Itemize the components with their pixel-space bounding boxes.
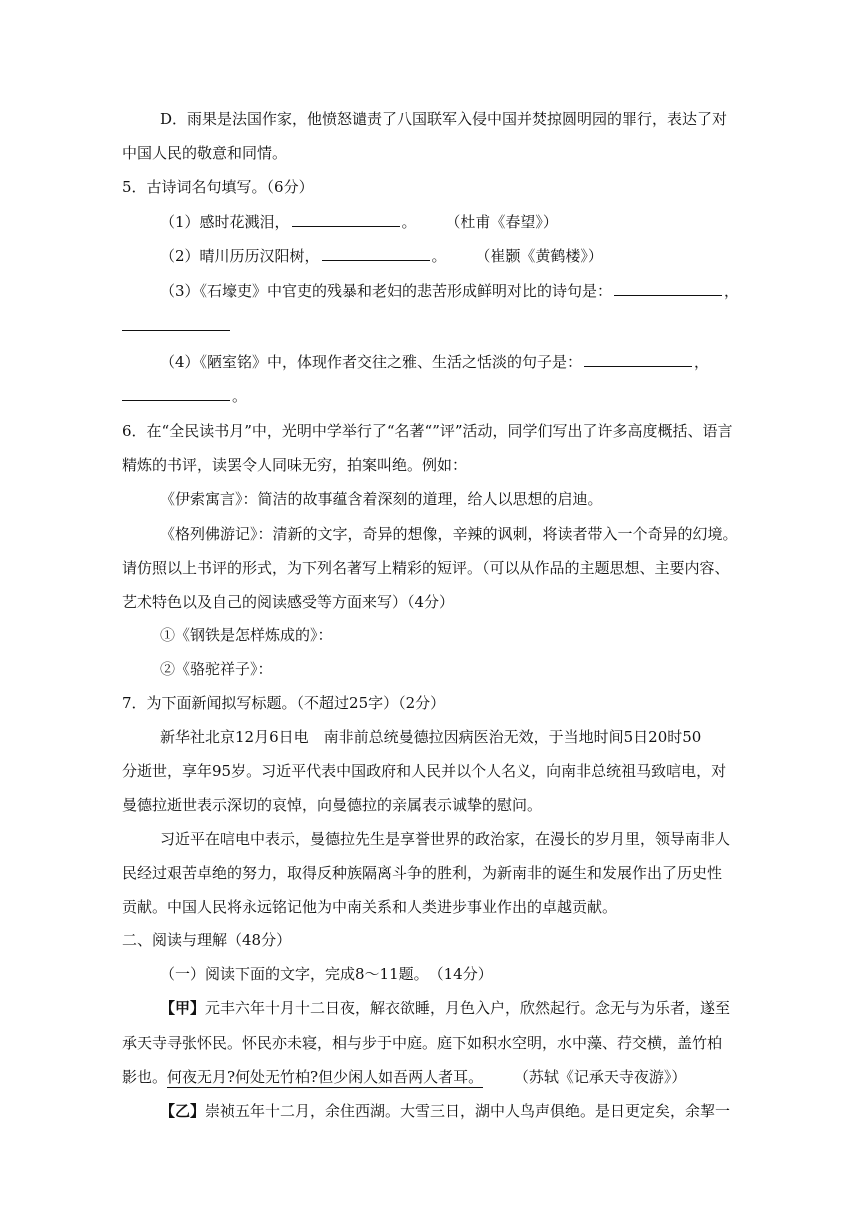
question-5-1-text: （1）感时花溅泪， (160, 213, 290, 231)
question-5-1-punct: 。 (401, 213, 417, 231)
question-6-example-1: 《伊索寓言》：简洁的故事蕴含着深刻的道理，给人以思想的启迪。 (160, 490, 603, 508)
question-6-line-6: 艺术特色以及自己的阅读感受等方面来写）（4分） (122, 593, 455, 611)
passage-jia-text-3: 影也。 (122, 1068, 168, 1086)
passage-jia-line-1 (160, 991, 730, 1025)
passage-jia-source: （苏轼《记承天寺夜游》） (513, 1068, 687, 1086)
question-5-2-source: （崔颢《黄鹤楼》） (475, 247, 603, 265)
news-p1-line-2: 分逝世，享年95岁。习近平代表中国政府和人民并以个人名义，向南非总统祖马致唁电，对 (122, 762, 727, 780)
question-5-3 (160, 274, 739, 308)
underlined-sentence: 何夜无月?何处无竹柏?但少闲人如吾两人者耳。 (167, 1068, 484, 1086)
question-5-4-text: （4）《陋室铭》中，体现作者交往之雅、生活之恬淡的句子是： (160, 353, 583, 371)
question-5-4-continuation (122, 379, 247, 413)
question-6-line-5: 请仿照以上书评的形式，为下列名著写上精彩的短评。（可以从作品的主题思想、主要内容、 (122, 559, 730, 577)
news-p2-line-1: 习近平在唁电中表示，曼德拉先生是享誉世界的政治家，在漫长的岁月里，领导南非人 (160, 830, 731, 848)
news-p1-line-3: 曼德拉逝世表示深切的哀悼，向曼德拉的亲属表示诚挚的慰问。 (122, 796, 543, 814)
question-7-title: 7．为下面新闻拟写标题。（不超过25字）（2分） (122, 694, 446, 712)
passage-jia-line-3 (122, 1060, 686, 1094)
option-d-line-2: 中国人民的敬意和同情。 (122, 144, 288, 162)
question-5-1 (160, 205, 558, 239)
passage-yi-line-1 (160, 1094, 730, 1128)
passage-jia-tag: 【甲】 (160, 999, 206, 1017)
news-p2-line-2: 民经过艰苦卓绝的努力，取得反种族隔离斗争的胜利，为新南非的诞生和发展作出了历史性 (122, 864, 723, 882)
section-2-subtitle: （一）阅读下面的文字，完成8～11题。 （14分） (160, 965, 493, 983)
answer-blank[interactable] (322, 246, 430, 261)
answer-blank[interactable] (122, 316, 230, 331)
passage-jia-line-2: 承天寺寻张怀民。怀民亦未寝，相与步于中庭。庭下如积水空明，水中藻、荇交横，盖竹柏 (122, 1034, 723, 1052)
answer-blank[interactable] (584, 352, 692, 367)
section-2-title: 二、阅读与理解（48分） (122, 931, 292, 949)
answer-blank[interactable] (292, 212, 400, 227)
news-p1-line-1: 新华社北京12月6日电 南非前总统曼德拉因病医治无效，于当地时间5日20时50 (160, 728, 702, 746)
answer-blank[interactable] (122, 386, 230, 401)
question-6-line-2: 精炼的书评，读罢令人同味无穷，拍案叫绝。例如： (122, 456, 468, 474)
question-5-2-punct: 。 (431, 247, 447, 265)
option-d-line-1: D．雨果是法国作家，他愤怒谴责了八国联军入侵中国并焚掠圆明园的罪行，表达了对 (160, 110, 728, 128)
question-6-line-1: 6．在“全民读书月”中，光明中学举行了“名著“”评”活动，同学们写出了许多高度概括、语言 (122, 422, 733, 440)
question-6-example-2: 《格列佛游记》：清新的文字，奇异的想像，辛辣的讽刺，将读者带入一个奇异的幻境。 (160, 525, 738, 543)
passage-yi-tag: 【乙】 (160, 1102, 206, 1120)
answer-blank[interactable] (614, 281, 722, 296)
question-5-3-continuation (122, 309, 232, 343)
passage-yi-text-1: 崇祯五年十二月，余住西湖。大雪三日，湖中人鸟声俱绝。是日更定矣，余挈一 (205, 1102, 731, 1120)
question-6-item-b: ②《骆驼祥子》： (160, 660, 273, 678)
passage-jia-text-1: 元丰六年十月十二日夜，解衣欲睡，月色入户，欣然起行。念无与为乐者，遂至 (205, 999, 731, 1017)
question-5-3-punct: ， (724, 282, 740, 300)
question-5-4 (160, 345, 709, 379)
question-6-item-a: ①《钢铁是怎样炼成的》： (160, 626, 333, 644)
question-5-3-text: （3）《石壕吏》中官吏的残暴和老妇的悲苦形成鲜明对比的诗句是： (160, 282, 613, 300)
news-p2-line-3: 贡献。中国人民将永远铭记他为中南关系和人类进步事业作出的卓越贡献。 (122, 898, 618, 916)
question-5-title: 5．古诗词名句填写。（6分） (122, 178, 314, 196)
question-5-1-source: （杜甫《春望》） (445, 213, 558, 231)
question-5-2-text: （2）晴川历历汉阳树， (160, 247, 320, 265)
question-5-2 (160, 239, 603, 273)
question-5-4-end: 。 (232, 387, 248, 405)
question-5-4-punct: ， (694, 353, 710, 371)
